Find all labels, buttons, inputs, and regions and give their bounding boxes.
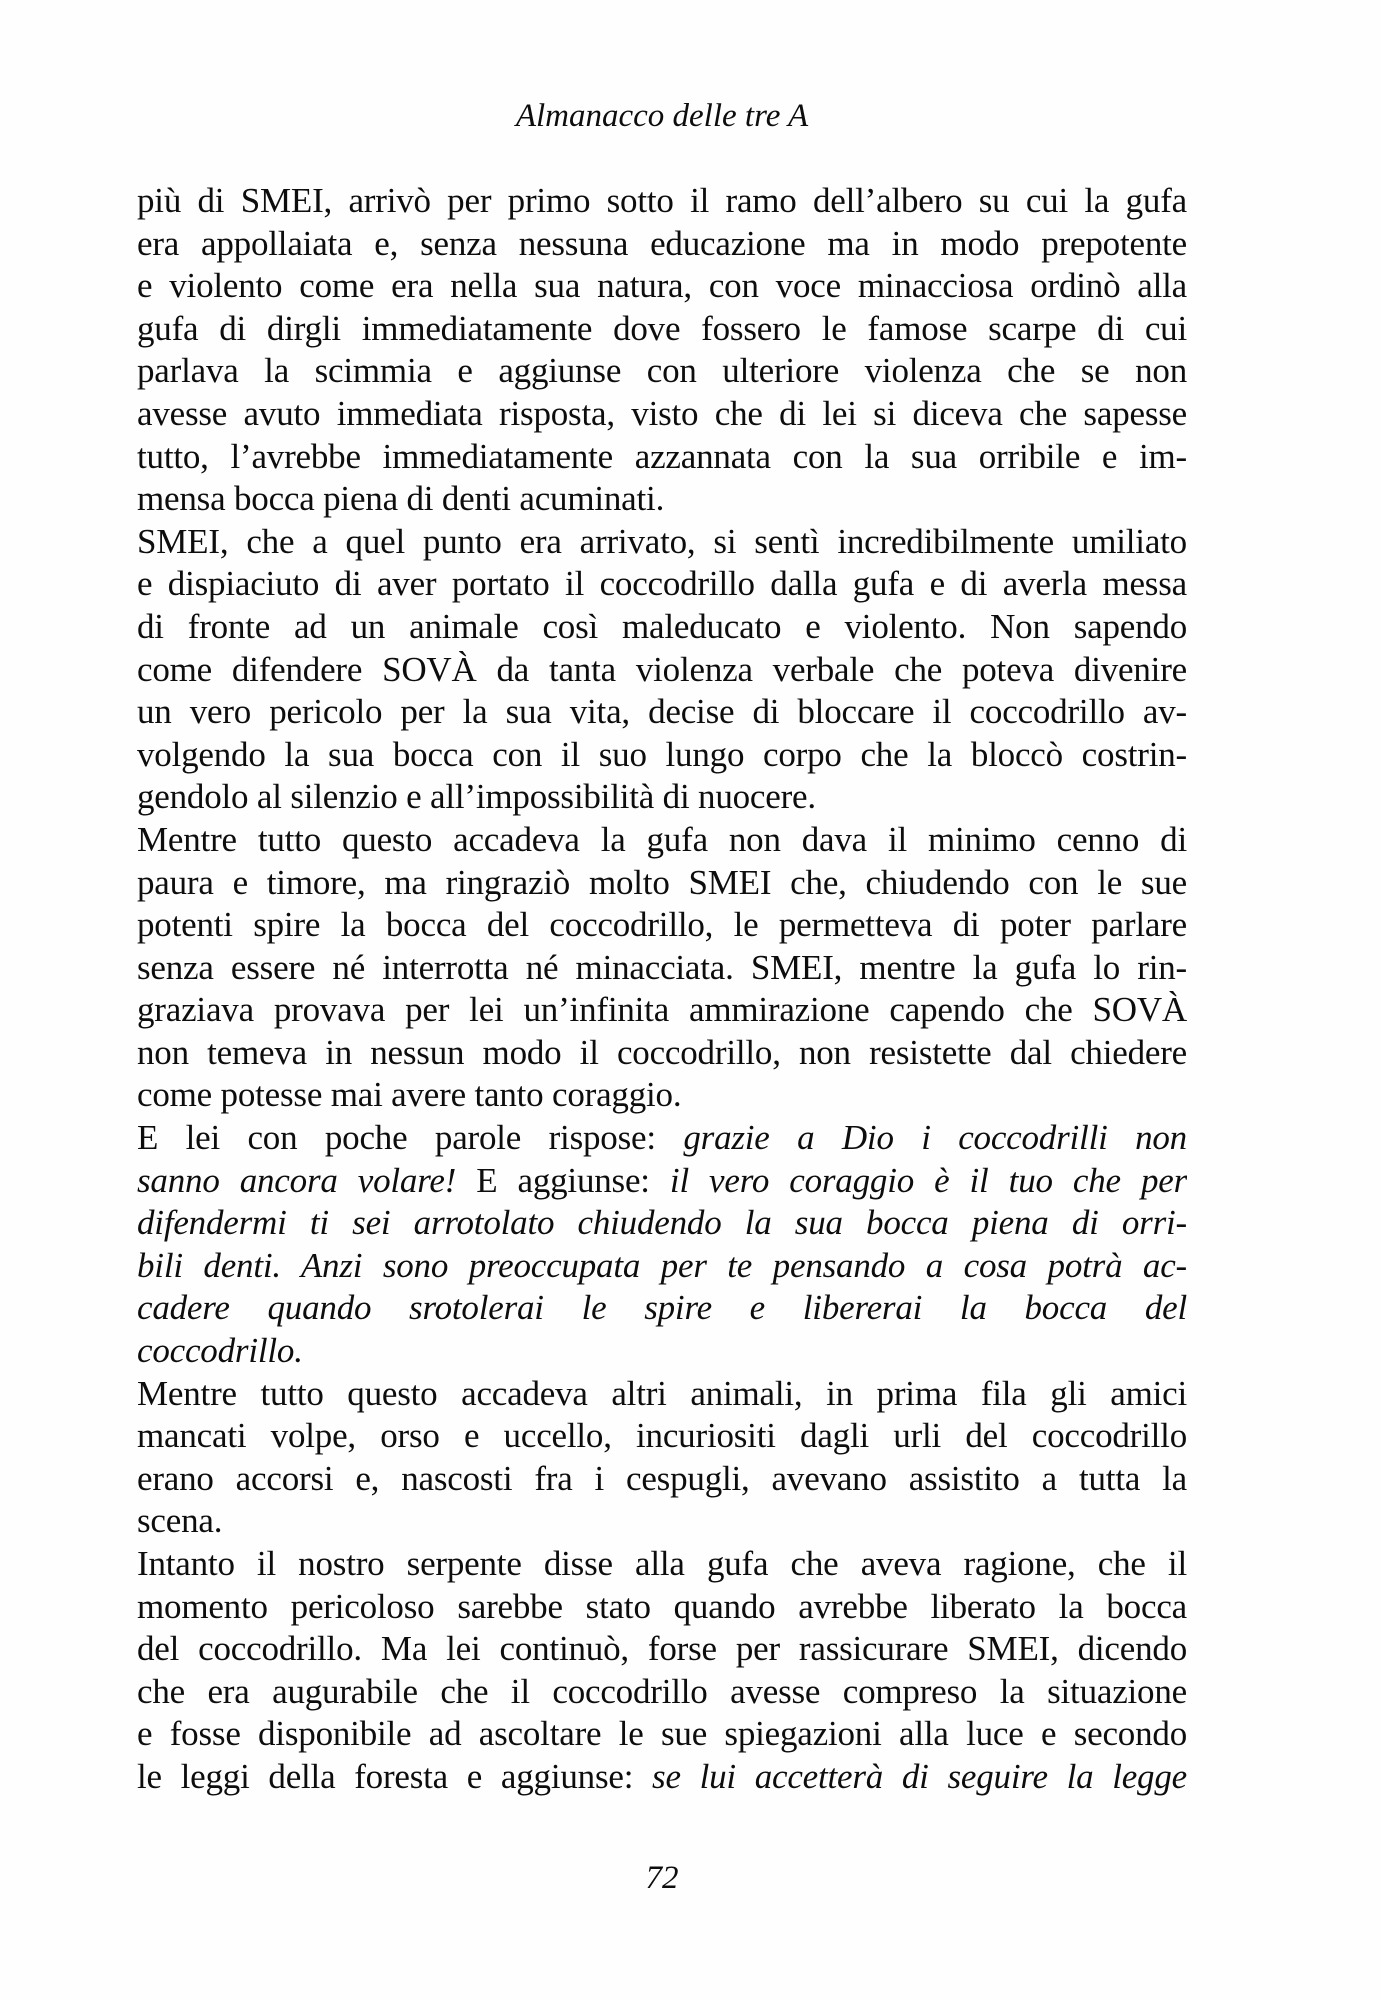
text-line: [137, 819, 1187, 862]
text-line: [137, 1543, 1187, 1586]
text-line: [137, 1458, 1187, 1501]
text-line: [137, 1628, 1187, 1671]
text-segment: E lei con poche parole rispose:: [137, 1118, 684, 1158]
text-segment: tutto, l’avrebbe immediatamente azzannata con la sua orribile e im-: [137, 436, 1187, 476]
text-line: [137, 1160, 1187, 1203]
text-segment: E aggiunse:: [456, 1160, 670, 1200]
text-segment: gendolo al silenzio e all’impossibilità di nuocere.: [137, 777, 816, 817]
text-line: [137, 1117, 1187, 1160]
text-segment: graziava provava per lei un’infinita ammirazione capendo che SOVÀ: [137, 990, 1187, 1030]
text-segment: paura e timore, ma ringraziò molto SMEI che, chiudendo con le sue: [137, 862, 1187, 902]
text-segment: di fronte ad un animale così maleducato e violento. Non sapendo: [137, 606, 1187, 646]
text-line: [137, 862, 1187, 905]
text-line: [137, 1330, 1187, 1373]
text-line: [137, 308, 1187, 351]
text-segment: e violento come era nella sua natura, con voce minacciosa ordinò alla: [137, 266, 1187, 306]
text-line: [137, 734, 1187, 777]
text-segment: che era augurabile che il coccodrillo avesse compreso la situazione: [137, 1671, 1187, 1711]
text-line: [137, 563, 1187, 606]
italic-text-segment: cadere quando srotolerai le spire e libererai la bocca del: [137, 1288, 1187, 1328]
text-line: [137, 521, 1187, 564]
text-line: [137, 904, 1187, 947]
text-segment: Mentre tutto questo accadeva la gufa non dava il minimo cenno di: [137, 819, 1187, 859]
text-line: [137, 393, 1187, 436]
text-line: [137, 776, 1187, 819]
text-segment: era appollaiata e, senza nessuna educazione ma in modo prepotente: [137, 223, 1187, 263]
text-segment: momento pericoloso sarebbe stato quando avrebbe liberato la bocca: [137, 1586, 1187, 1626]
text-line: [137, 478, 1187, 521]
text-line: [137, 1245, 1187, 1288]
text-line: [137, 1671, 1187, 1714]
text-line: [137, 1287, 1187, 1330]
text-line: [137, 649, 1187, 692]
text-line: [137, 1756, 1187, 1799]
text-line: [137, 1415, 1187, 1458]
text-segment: un vero pericolo per la sua vita, decise di bloccare il coccodrillo av-: [137, 692, 1187, 732]
text-line: [137, 350, 1187, 393]
text-line: [137, 223, 1187, 266]
text-segment: come potesse mai avere tanto coraggio.: [137, 1075, 682, 1115]
body-text: [137, 180, 1187, 1799]
text-segment: del coccodrillo. Ma lei continuò, forse per rassicurare SMEI, dicendo: [137, 1629, 1187, 1669]
text-line: [137, 180, 1187, 223]
italic-text-segment: bili denti. Anzi sono preoccupata per te pensando a cosa potrà ac-: [137, 1245, 1187, 1285]
italic-text-segment: difendermi ti sei arrotolato chiudendo la sua bocca piena di orri-: [137, 1203, 1187, 1243]
text-segment: SMEI, che a quel punto era arrivato, si sentì incredibilmente umiliato: [137, 521, 1187, 561]
running-header: Almanacco delle tre A: [515, 98, 809, 134]
text-segment: erano accorsi e, nascosti fra i cespugli, avevano assistito a tutta la: [137, 1458, 1187, 1498]
text-segment: senza essere né interrotta né minacciata. SMEI, mentre la gufa lo rin-: [137, 947, 1187, 987]
text-segment: potenti spire la bocca del coccodrillo, le permetteva di poter parlare: [137, 905, 1187, 945]
text-segment: le leggi della foresta e aggiunse:: [137, 1756, 653, 1796]
text-segment: non temeva in nessun modo il coccodrillo, non resistette dal chiedere: [137, 1032, 1187, 1072]
text-segment: parlava la scimmia e aggiunse con ulteriore violenza che se non: [137, 351, 1187, 391]
text-line: [137, 1074, 1187, 1117]
text-line: [137, 606, 1187, 649]
text-line: [137, 265, 1187, 308]
text-segment: come difendere SOVÀ da tanta violenza verbale che poteva divenire: [137, 649, 1187, 689]
text-segment: più di SMEI, arrivò per primo sotto il ramo dell’albero su cui la gufa: [137, 181, 1187, 220]
text-line: [137, 1586, 1187, 1629]
text-segment: e dispiaciuto di aver portato il coccodrillo dalla gufa e di averla messa: [137, 564, 1187, 604]
italic-text-segment: il vero coraggio è il tuo che per: [669, 1160, 1187, 1200]
text-line: [137, 947, 1187, 990]
text-line: [137, 1373, 1187, 1416]
text-segment: Intanto il nostro serpente disse alla gufa che aveva ragione, che il: [137, 1544, 1187, 1583]
italic-text-segment: grazie a Dio i coccodrilli non: [683, 1118, 1187, 1158]
text-line: [137, 1032, 1187, 1075]
italic-text-segment: sanno ancora volare!: [137, 1160, 457, 1200]
text-segment: volgendo la sua bocca con il suo lungo corpo che la bloccò costrin-: [137, 734, 1187, 774]
text-segment: mancati volpe, orso e uccello, incuriositi dagli urli del coccodrillo: [137, 1416, 1187, 1456]
text-segment: gufa di dirgli immediatamente dove fossero le famose scarpe di cui: [137, 308, 1187, 348]
text-segment: Mentre tutto questo accadeva altri animali, in prima fila gli amici: [137, 1373, 1187, 1413]
text-segment: e fosse disponibile ad ascoltare le sue spiegazioni alla luce e secondo: [137, 1714, 1187, 1754]
text-line: [137, 1500, 1187, 1543]
text-line: [137, 691, 1187, 734]
text-line: [137, 436, 1187, 479]
italic-text-segment: se lui accetterà di seguire la legge: [652, 1756, 1187, 1796]
italic-text-segment: coccodrillo.: [137, 1331, 303, 1371]
text-segment: scena.: [137, 1501, 223, 1541]
text-line: [137, 1202, 1187, 1245]
page-number: 72: [645, 1860, 679, 1896]
text-line: [137, 1713, 1187, 1756]
text-segment: avesse avuto immediata risposta, visto che di lei si diceva che sapesse: [137, 393, 1187, 433]
text-line: [137, 989, 1187, 1032]
text-segment: mensa bocca piena di denti acuminati.: [137, 479, 665, 519]
